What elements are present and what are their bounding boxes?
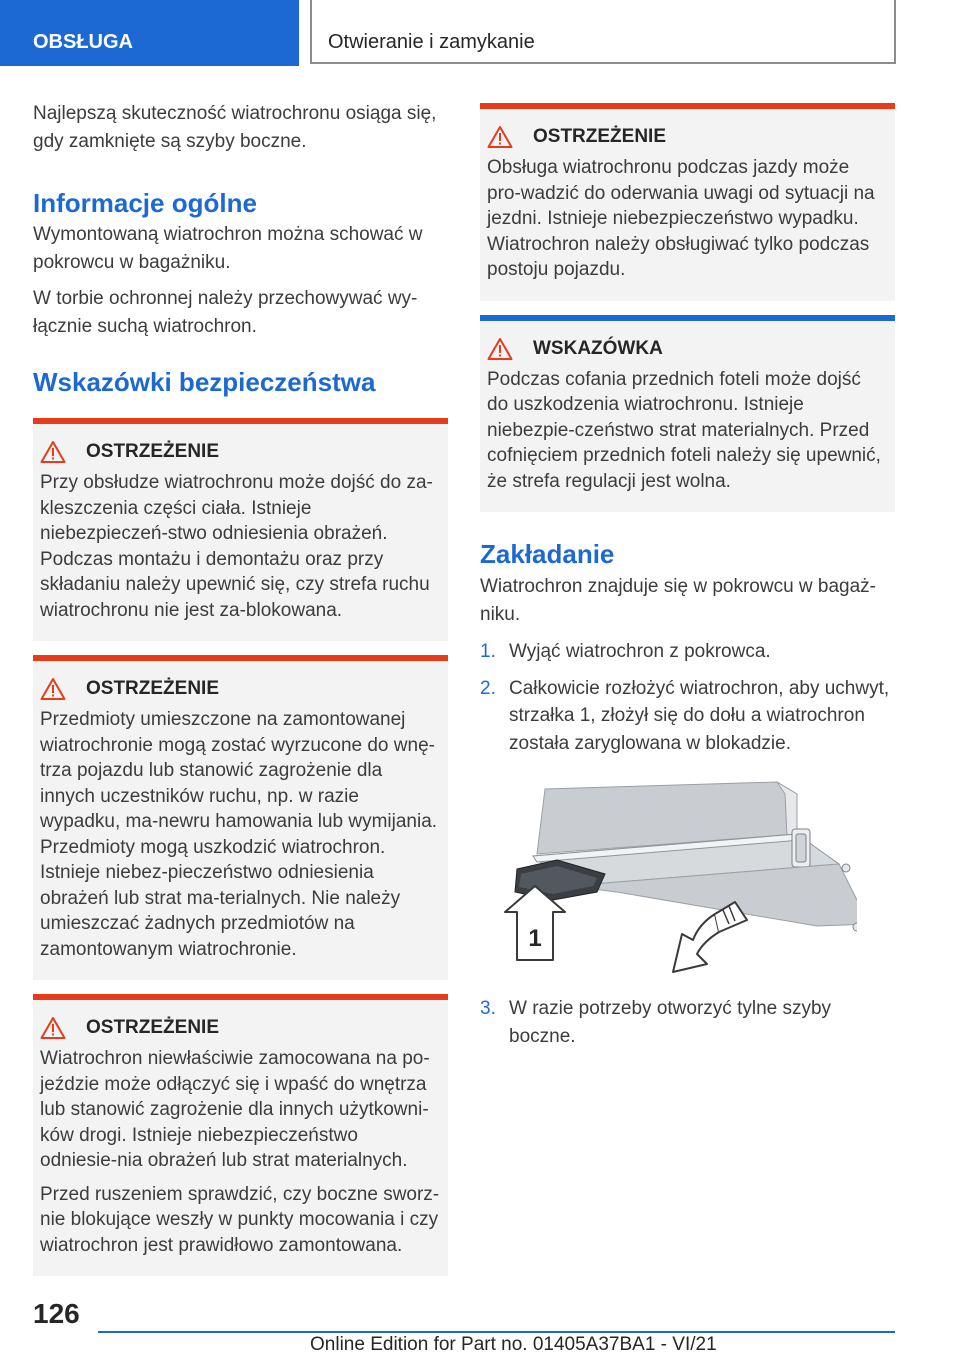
figure-callout-label: 1 xyxy=(528,925,542,952)
step-number: 3. xyxy=(480,998,496,1019)
warning-box-4-title xyxy=(487,123,887,151)
warning-box-4-text: Obsługa wiatrochronu podczas jazdy może pro-wadzić do oderwania uwagi od sytuacji na jezdni. Istnieje niebezpieczeństwo wypadku. Wiatrochron należy obsługiwać tylko podczas postoju pojazdu. xyxy=(487,157,875,280)
notice-box-title xyxy=(487,335,887,363)
intro-paragraph: Najlepszą skuteczność wiatrochronu osiąga się, gdy zamknięte są szyby boczne. xyxy=(33,103,437,152)
step-text: Całkowicie rozłożyć wiatrochron, aby uchwyt, strzałka 1, złożył się do dołu a wiatrochron została zaryglowana w blokadzie. xyxy=(509,677,890,754)
warning-triangle-icon xyxy=(40,440,66,464)
step-item xyxy=(480,995,895,1050)
page-header xyxy=(0,0,960,66)
warning-label: OSTRZEŻENIE xyxy=(86,678,220,699)
page-number: 126 xyxy=(33,1298,80,1329)
notice-box-text: Podczas cofania przednich foteli może dojść do uszkodzenia wiatrochronu. Istnieje niebezpie-czeństwo strat materialnych. Przed cofnięciem przednich foteli należy się upewnić, że strefa regulacji jest wolna. xyxy=(487,368,881,492)
step-text: W razie potrzeby otworzyć tylne szyby boczne. xyxy=(509,998,832,1047)
warning-box-1-title xyxy=(40,438,440,466)
install-steps-continued xyxy=(480,995,895,1050)
warning-box-2-text: Przedmioty umieszczone na zamontowanej wiatrochronie mogą zostać wyrzucone do wnę-trza pojazdu lub stanowić zagrożenie dla innych uczestników ruchu, np. w razie wypadku, ma-newru hamowania lub wymijania. Przedmioty mogą uszkodzić wiatrochron. Istnieje niebez-pieczeństwo odniesienia obrażeń lub strat ma-terialnych. Nie należy umieszczać żadnych przedmiotów na zamontowanym wiatrochronie. xyxy=(40,709,438,960)
notice-triangle-icon xyxy=(487,337,513,361)
footer-divider xyxy=(98,1331,895,1333)
warning-label: OSTRZEŻENIE xyxy=(86,1017,220,1038)
warning-triangle-icon xyxy=(487,125,513,149)
warning-box-2-title xyxy=(40,675,440,703)
warning-box-1-text: Przy obsłudze wiatrochronu może dojść do za-kleszczenia części ciała. Istnieje niebezpieczeń-stwo odniesienia obrażeń. Podczas montażu i demontażu oraz przy składaniu należy upewnić się, czy strefa ruchu wiatrochronu nie jest za-blokowana. xyxy=(40,472,433,621)
windscreen-illustration xyxy=(497,774,857,979)
warning-label: OSTRZEŻENIE xyxy=(86,441,220,462)
safety-heading: Wskazówki bezpieczeństwa xyxy=(33,367,376,397)
general-info-heading: Informacje ogólne xyxy=(33,188,257,218)
step-text: Wyjąć wiatrochron z pokrowca. xyxy=(509,641,771,662)
warning-triangle-icon xyxy=(40,1016,66,1040)
right-column xyxy=(480,103,895,1050)
warning-box-3 xyxy=(33,994,448,1276)
step-number: 2. xyxy=(480,677,496,699)
install-heading: Zakładanie xyxy=(480,539,615,569)
warning-box-2 xyxy=(33,655,448,980)
section-tab: OBSŁUGA xyxy=(0,0,299,66)
warning-box-1 xyxy=(33,418,448,641)
windscreen-figure xyxy=(497,774,857,979)
chapter-title: Otwieranie i zamykanie xyxy=(310,0,896,64)
notice-label: WSKAZÓWKA xyxy=(533,337,663,359)
warning-box-4 xyxy=(480,103,895,301)
step-item xyxy=(480,638,895,666)
step-item xyxy=(480,675,895,758)
step-number: 1. xyxy=(480,641,496,662)
install-steps xyxy=(480,638,895,757)
general-info-paragraph-1: Wymontowaną wiatrochron można schować w pokrowcu w bagażniku. xyxy=(33,224,423,273)
notice-box xyxy=(480,315,895,513)
edition-info: Online Edition for Part no. 01405A37BA1 - VI/21 xyxy=(310,1334,717,1355)
warning-label: OSTRZEŻENIE xyxy=(533,126,667,147)
warning-triangle-icon xyxy=(40,677,66,701)
warning-box-3-text-2: Przed ruszeniem sprawdzić, czy boczne sworz-nie blokujące weszły w punkty mocowania i czy wiatrochron jest prawidłowo zamontowana. xyxy=(40,1183,440,1256)
warning-box-3-text-1: Wiatrochron niewłaściwie zamocowana na po-jeździe może odłączyć się i wpaść do wnętrza lub stanowić zagrożenie dla innych użytkowni-ków drogi. Istnieje niebezpieczeństwo odniesie-nia obrażeń lub strat materialnych. xyxy=(40,1048,430,1171)
left-column xyxy=(33,100,448,1276)
general-info-paragraph-2: W torbie ochronnej należy przechowywać wy-łącznie suchą wiatrochron. xyxy=(33,288,418,337)
install-intro: Wiatrochron znajduje się w pokrowcu w bagaż-niku. xyxy=(480,576,877,625)
warning-box-3-title xyxy=(40,1014,440,1042)
